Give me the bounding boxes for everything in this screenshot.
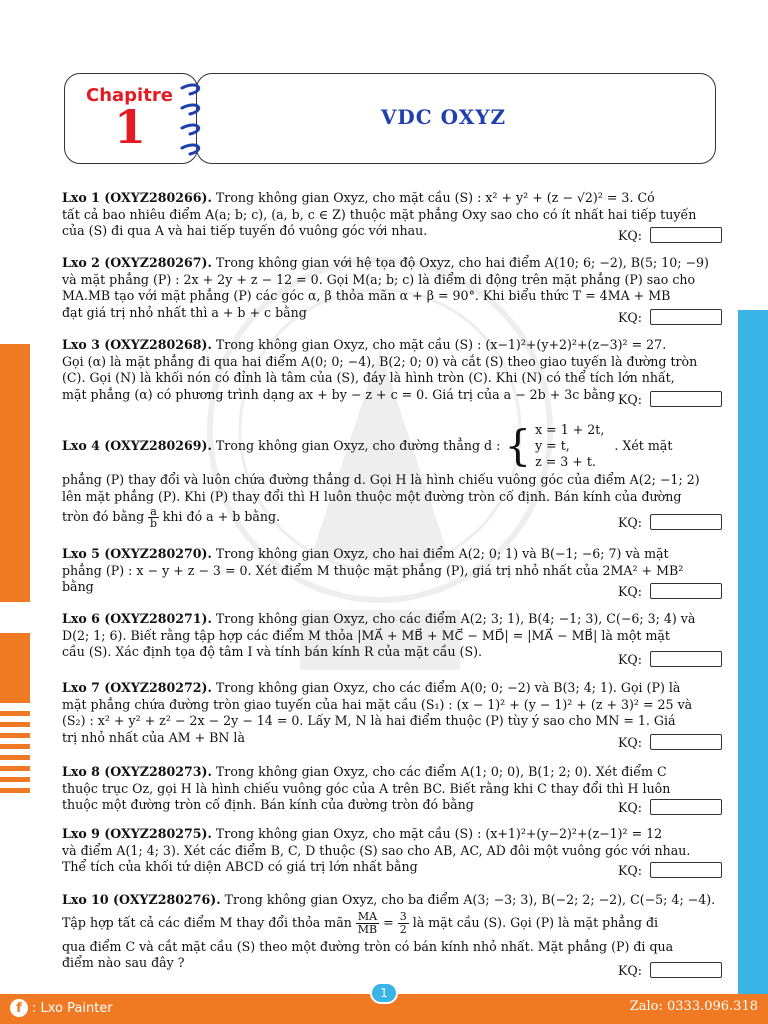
problem-text: thuộc trục Oz, gọi H là hình chiếu vuông góc của A trên BC. Biết rằng khi C thay đổi thì H luôn [62,780,671,796]
fraction-denominator: 2 [399,923,407,937]
left-stripe [0,788,30,793]
page-title: VDC OXYZ [380,105,507,129]
answer-row [618,651,722,667]
problem-text: phẳng (P) thay đổi và luôn chứa đường thẳng d. Gọi H là hình chiếu vuông góc của điểm A(2; −1; 2) [62,472,700,487]
equation-system [535,422,604,470]
problem-text: Tập hợp tất cả các điểm M thay đổi thỏa mãn [62,915,352,931]
answer-input[interactable] [650,651,722,667]
fraction-numerator: 3 [399,910,407,924]
answer-input[interactable] [650,514,722,530]
problem-text: Trong không gian Oxyz, cho ba điểm A(3; −3; 3), B(−2; 2; −2), C(−5; 4; −4). [224,892,716,907]
left-stripe [0,777,30,782]
problem-10 [62,892,722,972]
left-stripe [0,711,30,716]
problem-text: D(2; 1; 6). Biết rằng tập hợp các điểm M thỏa |MA⃗ + MB⃗ + MC⃗ − MD⃗| = |MA⃗ − MB⃗| là một mặt [62,627,670,643]
equation-line: z = 3 + t. [535,454,596,469]
fraction-numerator: MA [357,910,378,924]
answer-input[interactable] [650,391,722,407]
fraction-denominator: b [149,516,157,530]
fraction-numerator: a [150,505,157,518]
problem-text: và mặt phẳng (P) : 2x + 2y + z − 12 = 0. Gọi M(a; b; c) là điểm di động trên mặt phẳng (P) sao cho [62,271,696,287]
answer-input[interactable] [650,862,722,878]
problem-text: Trong không gian Oxyz, cho hai điểm A(2; 0; 1) và B(−1; −6; 7) và mặt [215,546,669,561]
fraction [356,911,379,936]
equation-line: y = t, [535,438,570,453]
answer-label: KQ: [618,227,642,243]
problem-id: Lxo 8 (OXYZ280273). [62,764,212,779]
problem-text: Trong không gian Oxyz, cho các điểm A(1; 0; 0), B(1; 2; 0). Xét điểm C [215,764,667,779]
problem-text: MA.MB tạo với mặt phẳng (P) các góc α, β thỏa mãn α + β = 90°. Khi biểu thức T = 4MA + MB [62,288,671,304]
problem-text: và điểm A(1; 4; 3). Xét các điểm B, C, D thuộc (S) sao cho AB, AC, AD đôi một vuông góc với nhau. [62,842,691,858]
answer-row [618,799,722,815]
problem-id: Lxo 9 (OXYZ280275). [62,826,212,841]
problem-text: mặt phẳng chứa đường tròn giao tuyến của hai mặt cầu (S₁) : (x − 1)² + (y − 1)² + (z + 3)² = 25 và [62,696,693,712]
problem-text: của (S) đi qua A và hai tiếp tuyến đó vuông góc với nhau. [62,223,428,239]
problem-text: tròn đó bằng [62,508,145,524]
fraction [148,506,159,529]
answer-row [618,514,722,530]
problem-text: Thể tích của khối tứ diện ABCD có giá trị lớn nhất bằng [62,859,418,875]
problem-text: cầu (S). Xác định tọa độ tâm I và tính bán kính R của mặt cầu (S). [62,644,483,660]
answer-row [618,583,722,599]
problem-text: Gọi (α) là mặt phẳng đi qua hai điểm A(0; 0; −4), B(2; 0; 0) và cắt (S) theo giao tuyến là đường tròn [62,353,698,369]
facebook-icon: f [10,999,28,1017]
answer-label: KQ: [618,309,642,325]
equation-line: x = 1 + 2t, [535,422,605,437]
page-number: 1 [370,982,398,1004]
problem-text: bằng [62,579,94,595]
left-stripe [0,766,30,771]
problem-text: là mặt cầu (S). Gọi (P) là mặt phẳng đi [412,915,659,931]
problem-text: trị nhỏ nhất của AM + BN là [62,729,245,745]
problem-text: (C). Gọi (N) là khối nón có đỉnh là tâm của (S), đáy là hình tròn (C). Khi (N) có thể tích lớn nhất, [62,370,675,386]
problem-id: Lxo 5 (OXYZ280270). [62,546,212,561]
problem-text: Trong không gian Oxyz, cho các điểm A(2; 3; 1), B(4; −1; 3), C(−6; 3; 4) và [215,611,696,626]
contact-info: Zalo: 0333.096.318 [629,999,758,1014]
problem-id: Lxo 10 (OXYZ280276). [62,892,221,907]
answer-input[interactable] [650,309,722,325]
answer-label: KQ: [618,734,642,750]
answer-input[interactable] [650,734,722,750]
brace: { [504,421,532,470]
problem-text: Trong không gian Oxyz, cho đường thẳng d : [215,437,501,453]
chapter-number: 1 [114,100,147,154]
chapter-label: Chapitre [86,85,173,106]
left-orange-bar-small [0,633,30,703]
problem-id: Lxo 6 (OXYZ280271). [62,611,212,626]
problem-id: Lxo 2 (OXYZ280267). [62,255,212,270]
problem-4 [62,420,722,529]
answer-input[interactable] [650,962,722,978]
equals-sign: = [383,915,394,931]
answer-row [618,227,722,243]
problem-text: Trong không gian Oxyz, cho mặt cầu (S) : (x−1)²+(y+2)²+(z−3)² = 27. [215,337,667,352]
left-stripe [0,744,30,749]
answer-label: KQ: [618,651,642,667]
left-stripe [0,733,30,738]
answer-label: KQ: [618,391,642,407]
left-orange-bar [0,344,30,602]
problem-text: lên mặt phẳng (P). Khi (P) thay đổi thì H luôn thuộc một đường tròn cố định. Bán kính của đường [62,488,682,504]
problem-text: thuộc một đường tròn cố định. Bán kính của đường tròn đó bằng [62,797,474,813]
left-stripe [0,755,30,760]
problem-text: khi đó a + b bằng. [162,508,281,524]
problem-id: Lxo 3 (OXYZ280268). [62,337,212,352]
left-stripe [0,722,30,727]
answer-label: KQ: [618,514,642,530]
answer-row [618,391,722,407]
problem-text: Trong không gian Oxyz, cho mặt cầu (S) : (x+1)²+(y−2)²+(z−1)² = 12 [215,826,663,841]
answer-input[interactable] [650,799,722,815]
problem-text: (S₂) : x² + y² + z² − 2x − 2y − 14 = 0. Lấy M, N là hai điểm thuộc (P) tùy ý sao cho MN = 1. Giá [62,713,676,729]
problem-text: Trong không gian Oxyz, cho mặt cầu (S) : x² + y² + (z − √2)² = 3. Có [215,190,655,205]
problem-text: mặt phẳng (α) có phương trình dạng ax + by − z + c = 0. Giá trị của a − 2b + 3c bằng [62,386,616,402]
footer-author[interactable] [10,999,113,1017]
problem-text: điểm nào sau đây ? [62,955,185,971]
answer-row [618,962,722,978]
problem-id: Lxo 7 (OXYZ280272). [62,680,212,695]
problem-text: qua điểm C và cắt mặt cầu (S) theo một đường tròn có bán kính nhỏ nhất. Mặt phẳng (P) đi qua [62,938,674,954]
answer-input[interactable] [650,227,722,243]
problem-id: Lxo 4 (OXYZ280269). [62,437,212,453]
fraction-denominator: MB [357,923,378,937]
problem-text: phẳng (P) : x − y + z − 3 = 0. Xét điểm M thuộc mặt phẳng (P), giá trị nhỏ nhất của 2MA² + MB² [62,562,684,578]
answer-label: KQ: [618,583,642,599]
answer-row [618,734,722,750]
author-name: : Lxo Painter [32,1000,113,1016]
fraction [398,911,409,936]
problem-text: đạt giá trị nhỏ nhất thì a + b + c bằng [62,304,307,320]
problem-text: tất cả bao nhiêu điểm A(a; b; c), (a, b, c ∈ Z) thuộc mặt phẳng Oxy sao cho có ít nhất hai tiếp tuyến [62,206,697,222]
problem-text: Trong không gian Oxyz, cho các điểm A(0; 0; −2) và B(3; 4; 1). Gọi (P) là [215,680,681,695]
answer-label: KQ: [618,962,642,978]
right-blue-bar [738,310,768,994]
problem-id: Lxo 1 (OXYZ280266). [62,190,212,205]
answer-label: KQ: [618,862,642,878]
answer-row [618,309,722,325]
answer-row [618,862,722,878]
problem-text: . Xét mặt [614,437,673,453]
problem-text: Trong không gian với hệ tọa độ Oxyz, cho hai điểm A(10; 6; −2), B(5; 10; −9) [215,255,709,270]
answer-input[interactable] [650,583,722,599]
answer-label: KQ: [618,799,642,815]
